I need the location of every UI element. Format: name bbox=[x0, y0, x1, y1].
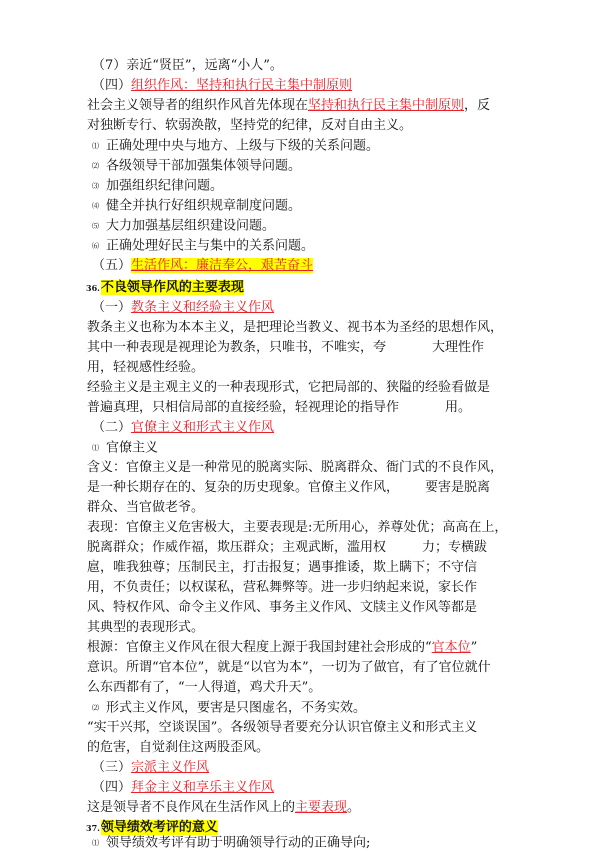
text-line: 意识。所谓“官本位”，就是“以官为本”，一切为了做官，有了官位就什 bbox=[87, 660, 491, 675]
red-heading: 拜金主义和享乐主义作风 bbox=[131, 780, 275, 795]
list-item: ⑴ 正确处理中央与地方、上级与下级的关系问题。 bbox=[92, 138, 380, 154]
text-line: “实干兴邦，空谈误国”。各级领导者要充分认识官僚主义和形式主义 bbox=[87, 720, 478, 735]
list-item: ⑵ 各级领导干部加强集体领导问题。 bbox=[92, 158, 302, 174]
section-heading: （四）组织作风：坚持和执行民主集中制原则 bbox=[92, 78, 353, 93]
list-item: ⑷ 健全并执行好组织规章制度问题。 bbox=[92, 198, 302, 214]
text-line: 其中一种表现是视理论为教条，只唯书，不唯实，夸 大理性作 bbox=[87, 340, 485, 355]
red-heading: 生活作风：廉洁奉公，艰苦奋斗 bbox=[131, 258, 314, 273]
section-heading: （二）官僚主义和形式主义作风 bbox=[92, 420, 275, 435]
list-item: ⑶ 加强组织纪律问题。 bbox=[92, 178, 224, 194]
text-line: 教条主义也称为本本主义，是把理论当教义、视书本为圣经的思想作风， bbox=[87, 320, 504, 335]
text-line: 含义：官僚主义是一种常见的脱离实际、脱离群众、衙门式的不良作风， bbox=[87, 460, 504, 475]
red-link-text: 坚持和执行民主集中制原则 bbox=[308, 98, 465, 113]
list-item: ⑸ 大力加强基层组织建设问题。 bbox=[92, 218, 276, 234]
numbered-heading: 37.领导绩效考评的意义 bbox=[86, 820, 218, 835]
text-line: （7）亲近“贤臣”，远离“小人”。 bbox=[92, 58, 283, 73]
text-line: 用，轻视感性经验。 bbox=[87, 360, 205, 375]
section-heading: （五）生活作风：廉洁奉公，艰苦奋斗 bbox=[92, 258, 314, 273]
text-line: 么东西都有了，“一人得道，鸡犬升天”。 bbox=[87, 680, 322, 695]
section-heading: （三）宗派主义作风 bbox=[92, 760, 210, 775]
list-item: ⑴ 领导绩效考评有助于明确领导行动的正确导向; bbox=[92, 835, 371, 851]
list-item: ⑵ 形式主义作风，要害是只图虚名，不务实效。 bbox=[92, 700, 367, 716]
text-line: 的危害，自觉刹住这两股歪风。 bbox=[87, 740, 270, 755]
text-line: 其典型的表现形式。 bbox=[87, 620, 205, 635]
red-heading: 组织作风：坚持和执行民主集中制原则 bbox=[131, 78, 353, 93]
red-heading: 宗派主义作风 bbox=[131, 760, 210, 775]
text-line: 风、特权作风、命令主义作风、事务主义作风、文牍主义作风等都是 bbox=[87, 600, 478, 615]
text-line: 表现：官僚主义危害极大，主要表现是:无所用心，养尊处优；高高在上， bbox=[87, 520, 508, 535]
list-item: ⑴ 官僚主义 bbox=[92, 440, 159, 456]
text-line: 群众、当官做老爷。 bbox=[87, 500, 205, 515]
text-line: 扈，唯我独尊；压制民主，打击报复；遇事推诿，欺上瞒下；不守信 bbox=[87, 560, 478, 575]
red-heading: 官僚主义和形式主义作风 bbox=[131, 420, 275, 435]
text-line: 这是领导者不良作风在生活作风上的主要表现。 bbox=[87, 800, 361, 815]
text-line: 用，不负责任；以权谋私，营私舞弊等。进一步归纳起来说，家长作 bbox=[87, 580, 478, 595]
text-line: 社会主义领导者的组织作风首先体现在坚持和执行民主集中制原则，反 bbox=[87, 98, 491, 113]
text-line: 对独断专行、软弱涣散，坚持党的纪律，反对自由主义。 bbox=[87, 118, 413, 133]
list-item: ⑹ 正确处理好民主与集中的关系问题。 bbox=[92, 238, 315, 254]
section-heading: （一）教条主义和经验主义作风 bbox=[92, 300, 275, 315]
text-line: 根源：官僚主义作风在很大程度上源于我国封建社会形成的“官本位” bbox=[87, 640, 478, 655]
section-heading: （四）拜金主义和享乐主义作风 bbox=[92, 780, 275, 795]
numbered-heading: 36.不良领导作风的主要表现 bbox=[86, 280, 244, 295]
text-line: 脱离群众；作威作福，欺压群众；主观武断，滥用权 力；专横跋 bbox=[87, 540, 488, 555]
text-line: 普遍真理，只相信局部的直接经验，轻视理论的指导作 用。 bbox=[87, 400, 472, 415]
text-line: 经验主义是主观主义的一种表现形式，它把局部的、狭隘的经验看做是 bbox=[87, 380, 491, 395]
red-heading: 教条主义和经验主义作风 bbox=[131, 300, 275, 315]
red-link-text: 官本位 bbox=[431, 640, 471, 655]
red-link-text: 主要表现 bbox=[295, 800, 348, 815]
text-line: 是一种长期存在的、复杂的历史现象。官僚主义作风， 要害是脱离 bbox=[87, 480, 491, 495]
